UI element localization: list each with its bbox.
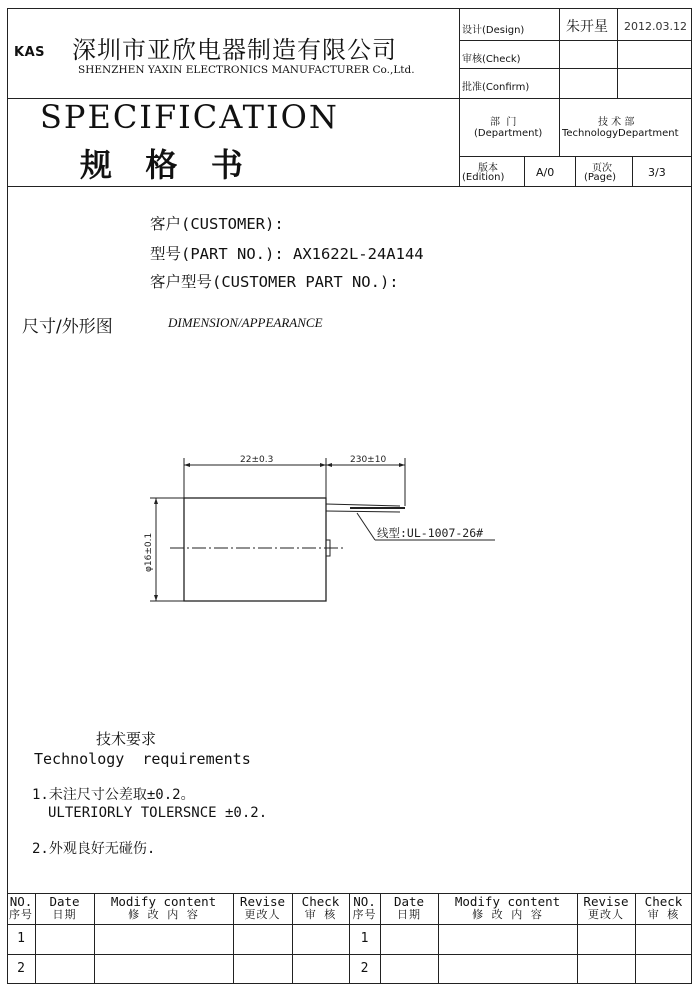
- edition-label-cn: 版本: [478, 163, 498, 174]
- check-label: 审核(Check): [462, 54, 521, 65]
- requirement-1-cn: 1.未注尺寸公差取±0.2。: [32, 787, 195, 803]
- department-label-cn: 部 门: [490, 117, 517, 128]
- edition-label-en: (Edition): [462, 172, 505, 183]
- motor-body: [184, 498, 326, 601]
- department-label-en: (Department): [474, 128, 543, 139]
- row-number: 1: [360, 931, 369, 946]
- department-value-en: TechnologyDepartment: [562, 128, 679, 139]
- spec-title-cn: 规 格 书: [80, 146, 243, 184]
- requirement-2-cn: 2.外观良好无碰伤.: [32, 841, 156, 857]
- part-number-line: 型号(PART NO.): AX1622L-24A144: [150, 245, 424, 263]
- dim-wire-label: 230±10: [350, 455, 387, 465]
- col-header-modify: Modify content 修 改 内 容: [454, 894, 561, 921]
- row-number: 2: [17, 961, 25, 976]
- col-header-date: Date 日期: [393, 894, 425, 921]
- section-title-cn: 尺寸/外形图: [22, 317, 113, 337]
- company-name-cn: 深圳市亚欣电器制造有限公司: [72, 36, 397, 64]
- col-header-check: Check 审 核: [644, 894, 683, 921]
- section-title-en: DIMENSION/APPEARANCE: [168, 315, 323, 330]
- col-header-modify: Modify content 修 改 内 容: [110, 894, 217, 921]
- col-header-revise: Revise 更改人: [239, 894, 286, 921]
- page-value: 3/3: [648, 166, 666, 179]
- confirm-label: 批准(Confirm): [462, 82, 530, 93]
- col-header-revise: Revise 更改人: [583, 894, 629, 921]
- wire-type-label: 线型:UL-1007-26#: [377, 526, 484, 540]
- requirements-title-cn: 技术要求: [96, 730, 157, 748]
- design-date: 2012.03.12: [624, 20, 687, 33]
- design-label: 设计(Design): [462, 25, 525, 36]
- page-label-en: (Page): [584, 172, 617, 183]
- dim-body-label: 22±0.3: [240, 455, 274, 465]
- department-value-cn: 技 术 部: [598, 117, 635, 128]
- row-number: 2: [360, 961, 369, 976]
- edition-value: A/0: [536, 166, 555, 179]
- page-label-cn: 页次: [592, 163, 612, 174]
- customer-part-number-line: 客户型号(CUSTOMER PART NO.):: [150, 273, 399, 291]
- company-logo: KAS: [14, 45, 45, 60]
- col-header-date: Date 日期: [49, 894, 80, 921]
- col-header-no: NO. 序号: [352, 894, 377, 921]
- customer-line: 客户(CUSTOMER):: [150, 215, 284, 233]
- company-name-en: SHENZHEN YAXIN ELECTRONICS MANUFACTURER Co.,Ltd.: [78, 64, 415, 76]
- col-header-check: Check 审 核: [301, 894, 340, 921]
- row-number: 1: [17, 931, 25, 946]
- dim-diameter-label: φ16±0.1: [144, 532, 154, 572]
- spec-title: SPECIFICATION: [40, 98, 339, 136]
- col-header-no: NO. 序号: [9, 894, 33, 921]
- requirements-title-en: Technology requirements: [34, 750, 251, 768]
- requirement-1-en: ULTERIORLY TOLERSNCE ±0.2.: [48, 805, 268, 821]
- design-value: 朱开星: [566, 19, 608, 35]
